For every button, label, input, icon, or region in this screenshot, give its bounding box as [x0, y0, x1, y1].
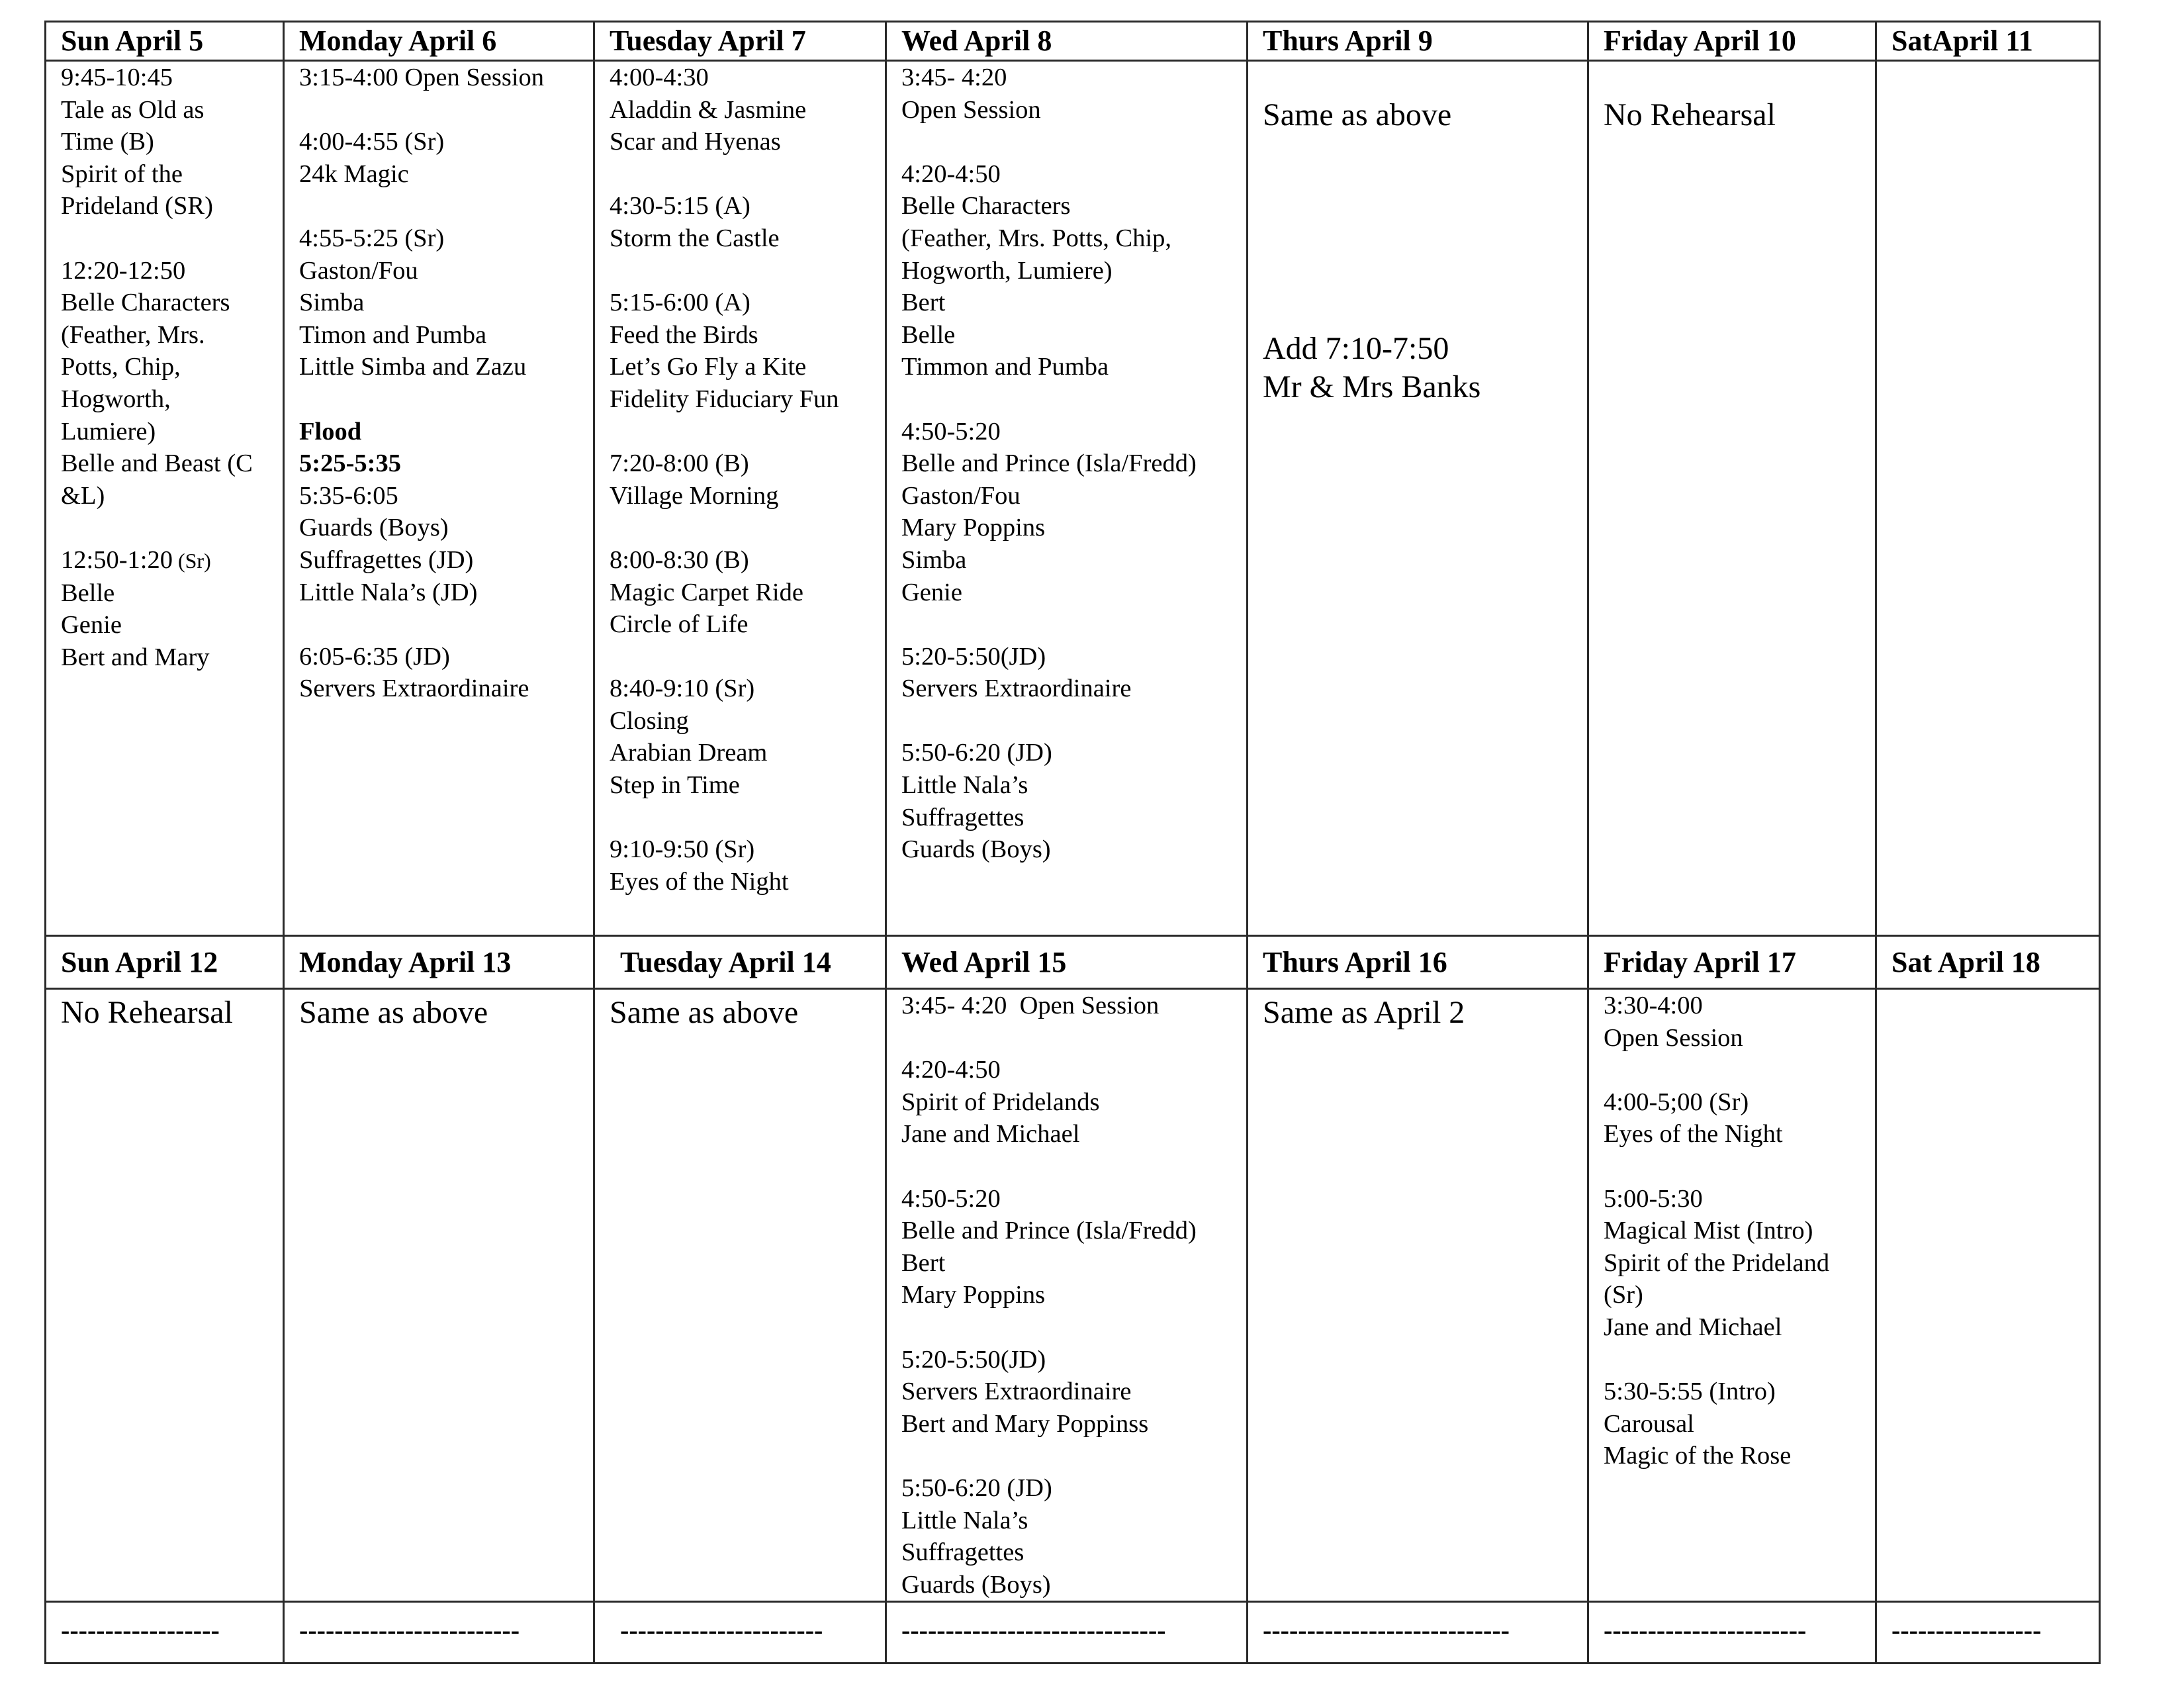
day-cell-thu-apr16 [1248, 989, 1588, 1602]
added-time-note: Add 7:10-7:50 [1263, 331, 1449, 366]
day-cell-sat-apr11 [1876, 61, 2100, 936]
day-header-wed-apr8: Wed April 8 [886, 22, 1248, 61]
day-cell-mon-apr13 [284, 989, 594, 1602]
schedule-line: Step in Time [610, 771, 740, 800]
schedule-line: 4:50-5:20 [901, 417, 1001, 445]
day-header-sun-apr5: Sun April 5 [46, 22, 284, 61]
schedule-line: Let’s Go Fly a Kite [610, 353, 807, 381]
schedule-line: 5:20-5:50(JD) [901, 642, 1046, 671]
day-cell-mon-apr6 [284, 61, 594, 936]
schedule-line: Hogworth, Lumiere) [901, 256, 1113, 285]
schedule-line: Genie [61, 611, 122, 639]
week2-header-row [46, 936, 2100, 989]
schedule-line: 8:00-8:30 (B) [610, 545, 749, 574]
schedule-line: Arabian Dream [610, 739, 768, 767]
day-cell-wed-apr8 [886, 61, 1248, 936]
schedule-line: Closing [610, 706, 689, 735]
schedule-line: 9:10-9:50 (Sr) [610, 835, 755, 864]
week2-body-row [46, 989, 2100, 1602]
schedule-line: 6:05-6:35 (JD) [299, 642, 450, 671]
schedule-line: 4:50-5:20 [901, 1184, 1001, 1213]
schedule-line: Timmon and Pumba [901, 353, 1109, 381]
schedule-line: Aladdin & Jasmine [610, 95, 807, 124]
schedule-line: Eyes of the Night [1604, 1120, 1783, 1149]
schedule-line: 5:20-5:50(JD) [901, 1345, 1046, 1374]
schedule-line: Genie [901, 578, 962, 606]
schedule-line: Scar and Hyenas [610, 128, 781, 156]
spacer-line [901, 1440, 1246, 1472]
day-cell-tue-apr14 [594, 989, 886, 1602]
schedule-line: Simba [299, 289, 365, 317]
schedule-line: Hogworth, [61, 385, 171, 413]
schedule-line: Servers Extraordinaire [299, 675, 529, 703]
schedule-line: 8:40-9:10 (Sr) [610, 675, 755, 703]
group-tag: (Sr) [172, 548, 211, 573]
schedule-line: Spirit of the [61, 160, 183, 188]
schedule-line: Feed the Birds [610, 320, 758, 349]
separator-cell: ------------------ [46, 1602, 284, 1664]
spacer-line [61, 512, 283, 544]
day-cell-sat-apr18 [1876, 989, 2100, 1602]
schedule-line: Magical Mist (Intro) [1604, 1217, 1813, 1245]
schedule-line: (Feather, Mrs. Potts, Chip, [901, 224, 1172, 252]
spacer-line [901, 1150, 1246, 1183]
schedule-line: Gaston/Fou [299, 256, 418, 285]
same-as-above-note: Same as above [1263, 97, 1452, 132]
schedule-line: (Feather, Mrs. [61, 320, 205, 349]
schedule-line: Suffragettes [901, 1538, 1024, 1567]
schedule-line: Little Simba and Zazu [299, 353, 527, 381]
schedule-line: Magic of the Rose [1604, 1442, 1792, 1470]
added-group-note: Mr & Mrs Banks [1263, 369, 1481, 404]
day-header-sat-apr11: SatApril 11 [1876, 22, 2100, 61]
schedule-list [1604, 990, 1875, 1472]
schedule-line: Tale as Old as [61, 95, 205, 124]
spacer-line [901, 1311, 1246, 1344]
schedule-line: Eyes of the Night [610, 867, 789, 896]
spacer-line [901, 705, 1246, 737]
schedule-line: 3:15-4:00 Open Session [299, 64, 545, 91]
spacer-line [610, 255, 885, 287]
day-header-tue-apr7: Tuesday April 7 [594, 22, 886, 61]
spacer-line [299, 608, 593, 641]
schedule-line: Prideland (SR) [61, 192, 213, 220]
spacer-line [610, 512, 885, 544]
schedule-line: (Sr) [1604, 1281, 1643, 1309]
schedule-line: Belle Characters [61, 289, 230, 317]
same-as-above-note: Same as above [299, 995, 488, 1030]
day-header-sun-apr12: Sun April 12 [46, 936, 284, 989]
spacer-line [610, 416, 885, 448]
day-cell-sun-apr5 [46, 61, 284, 936]
schedule-line: Suffragettes [901, 803, 1024, 831]
schedule-line: 12:50-1:20 (Sr) [61, 545, 211, 574]
spacer-line [299, 383, 593, 416]
schedule-line: Bert [901, 1248, 946, 1277]
schedule-list [299, 62, 593, 705]
spacer-line [61, 222, 283, 255]
separator-cell: ------------------------------ [886, 1602, 1248, 1664]
schedule-line: 4:20-4:50 [901, 160, 1001, 188]
schedule-line: 7:20-8:00 (B) [610, 449, 749, 478]
day-header-mon-apr13: Monday April 13 [284, 936, 594, 989]
schedule-line: 9:45-10:45 [61, 64, 173, 91]
schedule-line: 5:15-6:00 (A) [610, 289, 751, 317]
schedule-line: 4:00-4:30 [610, 64, 709, 91]
schedule-line: Carousal [1604, 1409, 1694, 1438]
schedule-line: Belle and Prince (Isla/Fredd) [901, 1217, 1197, 1245]
schedule-line: Servers Extraordinaire [901, 1378, 1132, 1406]
day-header-thu-apr9: Thurs April 9 [1248, 22, 1588, 61]
schedule-line: Mary Poppins [901, 1281, 1046, 1309]
separator-cell: ------------------------- [284, 1602, 594, 1664]
schedule-line: Suffragettes (JD) [299, 545, 474, 574]
schedule-line: 4:20-4:50 [901, 1056, 1001, 1084]
schedule-line: Belle [61, 579, 115, 607]
week1-body-row [46, 61, 2100, 936]
schedule-line: Lumiere) [61, 417, 156, 445]
schedule-list [61, 62, 283, 673]
schedule-line: 5:35-6:05 [299, 481, 398, 510]
schedule-line: Simba [901, 545, 967, 574]
separator-cell: ----------------- [1876, 1602, 2100, 1664]
schedule-line: Belle Characters [901, 192, 1071, 220]
schedule-line: Belle and Beast (C [61, 449, 253, 478]
spacer-line [299, 94, 593, 126]
day-header-tue-apr14: Tuesday April 14 [594, 936, 886, 989]
schedule-line: 4:00-4:55 (Sr) [299, 128, 445, 156]
spacer-line [299, 190, 593, 222]
spacer-line [1604, 1344, 1875, 1376]
separator-cell: ----------------------- [1588, 1602, 1876, 1664]
schedule-line: Guards (Boys) [901, 835, 1051, 864]
day-header-sat-apr18: Sat April 18 [1876, 936, 2100, 989]
schedule-line: Spirit of Pridelands [901, 1088, 1100, 1116]
spacer-line [610, 158, 885, 191]
spacer-line [901, 383, 1246, 416]
day-cell-wed-apr15 [886, 989, 1248, 1602]
schedule-list [901, 62, 1246, 866]
spacer-line [901, 1022, 1246, 1055]
schedule-line: Bert and Mary Poppinss [901, 1409, 1149, 1438]
spacer-line [901, 608, 1246, 641]
day-header-mon-apr6: Monday April 6 [284, 22, 594, 61]
schedule-line: Spirit of the Prideland [1604, 1248, 1830, 1277]
day-header-thu-apr16: Thurs April 16 [1248, 936, 1588, 989]
no-rehearsal-note: No Rehearsal [61, 995, 233, 1030]
schedule-line: 4:30-5:15 (A) [610, 192, 751, 220]
schedule-line: Gaston/Fou [901, 481, 1021, 510]
schedule-line: Circle of Life [610, 610, 749, 639]
week1-header-row [46, 22, 2100, 61]
schedule-line: Open Session [901, 95, 1041, 124]
schedule-line: Guards (Boys) [299, 514, 449, 542]
no-rehearsal-note: No Rehearsal [1604, 97, 1776, 132]
schedule-line: Open Session [1604, 1023, 1743, 1052]
schedule-line: Little Nala’s (JD) [299, 578, 478, 606]
schedule-line: Jane and Michael [901, 1120, 1080, 1149]
day-header-wed-apr15: Wed April 15 [886, 936, 1248, 989]
schedule-line: Fidelity Fiduciary Fun [610, 385, 839, 413]
separator-cell: ---------------------------- [1248, 1602, 1588, 1664]
schedule-line: Belle [901, 320, 956, 349]
schedule-line: Mary Poppins [901, 514, 1046, 542]
spacer-line [1604, 1150, 1875, 1183]
same-as-note: Same as April 2 [1263, 995, 1465, 1030]
schedule-line: 12:20-12:50 [61, 256, 186, 285]
schedule-line: 4:55-5:25 (Sr) [299, 224, 445, 252]
day-cell-thu-apr9 [1248, 61, 1588, 936]
schedule-line: &L) [61, 481, 105, 510]
schedule-line: Timon and Pumba [299, 320, 487, 349]
day-cell-sun-apr12 [46, 989, 284, 1602]
schedule-line: Little Nala’s [901, 771, 1028, 800]
schedule-line: Flood [299, 417, 362, 445]
same-as-above-note: Same as above [610, 995, 799, 1030]
schedule-line: 5:50-6:20 (JD) [901, 739, 1052, 767]
schedule-line: Servers Extraordinaire [901, 675, 1132, 703]
spacer-line [901, 126, 1246, 158]
schedule-list [901, 990, 1246, 1601]
schedule-line: 4:00-5;00 (Sr) [1604, 1088, 1749, 1116]
schedule-line: Little Nala’s [901, 1506, 1028, 1534]
separator-row [46, 1602, 2100, 1664]
schedule-line: Bert and Mary [61, 643, 210, 671]
schedule-line: 3:45- 4:20 [901, 64, 1007, 91]
schedule-line: 5:30-5:55 (Intro) [1604, 1378, 1776, 1406]
day-cell-tue-apr7 [594, 61, 886, 936]
schedule-line: 5:50-6:20 (JD) [901, 1474, 1052, 1502]
schedule-line: Potts, Chip, [61, 353, 181, 381]
schedule-line: Guards (Boys) [901, 1570, 1051, 1599]
schedule-line: Bert [901, 289, 946, 317]
rehearsal-schedule-table [44, 21, 2101, 1664]
spacer-line [610, 641, 885, 673]
schedule-line: Magic Carpet Ride [610, 578, 803, 606]
spacer-line [1604, 1054, 1875, 1086]
day-header-fri-apr10: Friday April 10 [1588, 22, 1876, 61]
schedule-line: 3:30-4:00 [1604, 992, 1703, 1019]
schedule-line: Storm the Castle [610, 224, 780, 252]
schedule-line: Belle and Prince (Isla/Fredd) [901, 449, 1197, 478]
schedule-line: Time (B) [61, 128, 154, 156]
schedule-list [610, 62, 885, 898]
separator-cell: ----------------------- [594, 1602, 886, 1664]
schedule-line: 3:45- 4:20 Open Session [901, 992, 1160, 1019]
schedule-line: 5:25-5:35 [299, 449, 401, 478]
schedule-line: Jane and Michael [1604, 1313, 1782, 1341]
day-cell-fri-apr10 [1588, 61, 1876, 936]
schedule-line: Village Morning [610, 481, 779, 510]
schedule-line: 24k Magic [299, 160, 409, 188]
day-header-fri-apr17: Friday April 17 [1588, 936, 1876, 989]
day-cell-fri-apr17 [1588, 989, 1876, 1602]
schedule-line: 5:00-5:30 [1604, 1184, 1703, 1213]
spacer-line [610, 802, 885, 834]
